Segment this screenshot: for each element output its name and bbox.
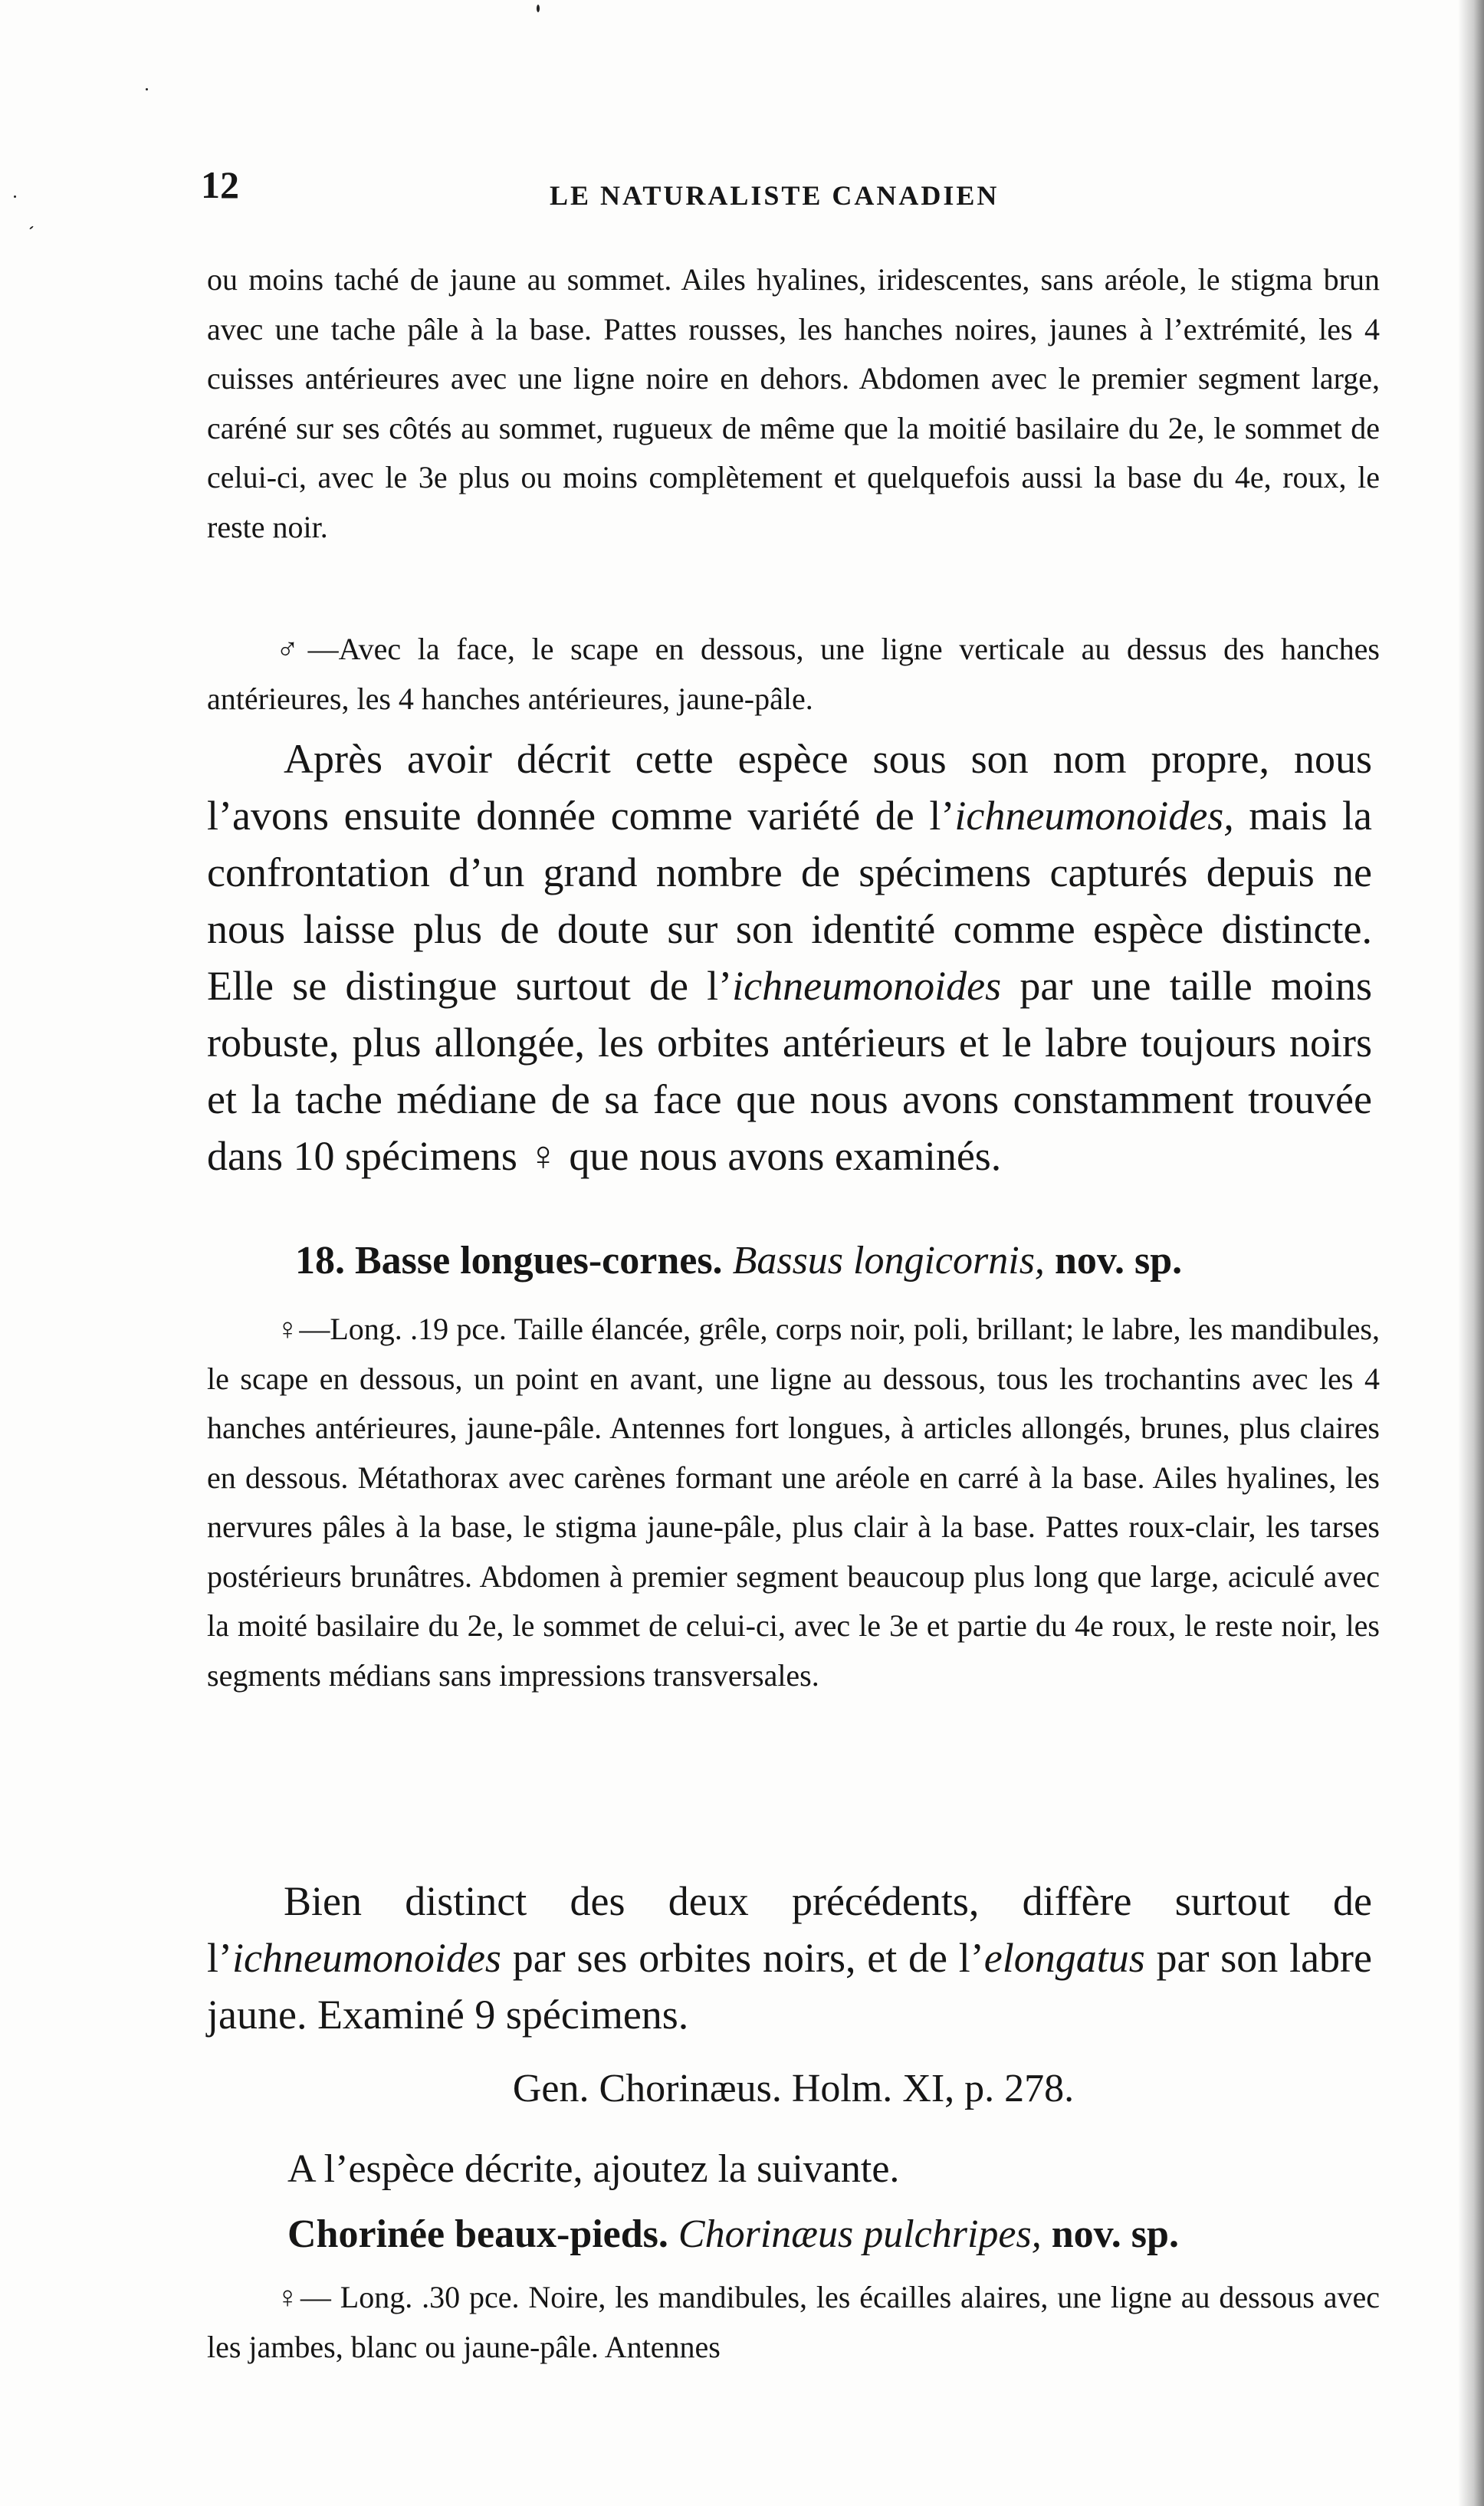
comparison-paragraph	[207, 1873, 1372, 2043]
page-edge-shadow	[1458, 0, 1484, 2506]
remarks-text-2: mais la confrontation d’un grand nombre de spécimens capturés depuis ne nous laisse plus de doute sur son identité comme espèce distincte. Elle se distingue surtout de l’	[207, 793, 1372, 1009]
print-speck	[146, 88, 148, 90]
species-latin-name: Chorinæus pulchripes,	[678, 2212, 1042, 2256]
remarks-paragraph	[207, 731, 1372, 1184]
species-heading-18	[207, 1234, 1380, 1288]
print-speck	[29, 225, 34, 229]
species-name-italic: ichneumonoides	[732, 963, 1002, 1009]
page-header	[201, 163, 1381, 216]
comparison-text-2: par ses orbites noirs, et de l’	[501, 1935, 984, 1981]
print-speck	[537, 5, 540, 12]
species-name-italic: ichneumonoides	[232, 1935, 501, 1981]
print-speck	[14, 195, 16, 198]
genus-heading: Gen. Chorinæus. Holm. XI, p. 278.	[512, 2067, 1075, 2110]
comparison-text-3: par son labre jaune. Examiné 9 spécimens.	[207, 1935, 1373, 2038]
female-description: ♀—Long. .19 pce. Taille élancée, grêle, corps noir, poli, brillant; le labre, les mandibules, le scape en dessous, un point en avant, une ligne au dessous, tous les trochantins avec les 4 hanches antérieures, jaune-pâle. Antennes fort longues, à articles allongés, brunes, plus claires en dessous. Métathorax avec carènes formant une aréole en carré à la base. Ailes hyalines, les nervures pâles à la base, le stigma jaune-pâle, plus clair à la base. Pattes roux-clair, les tarses postérieurs brunâtres. Abdomen à premier segment beaucoup plus long que large, aciculé avec la moité basilaire du 2e, le sommet de celui-ci, avec le 3e et partie du 4e roux, le reste noir, les segments médians sans impressions transversales.	[207, 1312, 1380, 1693]
species-status: nov. sp.	[1051, 2212, 1179, 2256]
species-heading-chorinee	[207, 2208, 1380, 2261]
male-description: ♂—Avec la face, le scape en dessous, une ligne verticale au dessus des hanches antérieures, les 4 hanches antérieures, jaune-pâle.	[207, 632, 1380, 716]
species-status: nov. sp.	[1054, 1239, 1183, 1283]
remarks-text-3: par une taille moins robuste, plus allongée, les orbites antérieurs et le labre toujours noirs et la tache médiane de sa face que nous avons constamment trouvée dans 10 spécimens ♀ que nous avons examinés.	[207, 963, 1373, 1179]
species-common-name: Basse longues-cornes.	[355, 1239, 723, 1283]
addition-note: A l’espèce décrite, ajoutez la suivante.	[287, 2147, 900, 2191]
species-name-italic: ichneumonoides,	[954, 793, 1234, 839]
description-continuation: ou moins taché de jaune au sommet. Ailes hyalines, iridescentes, sans aréole, le stigma brun avec une tache pâle à la base. Pattes rousses, les hanches noires, jaunes à l’extrémité, les 4 cuisses antérieures avec une ligne noire en dehors. Abdomen avec le premier segment large, caréné sur ses côtés au sommet, rugueux de même que la moitié basilaire du 2e, le sommet de celui-ci, avec le 3e plus ou moins complètement et quelquefois aussi la base du 4e, roux, le reste noir.	[207, 262, 1380, 544]
comparison-text-1: Bien distinct des deux précédents, diffère surtout de l’	[207, 1878, 1372, 1981]
running-head: LE NATURALISTE CANADIEN	[550, 180, 1000, 211]
species-name-italic: elongatus	[983, 1935, 1145, 1981]
page-number: 12	[201, 163, 239, 206]
remarks-text-1: Après avoir décrit cette espèce sous son nom propre, nous l’avons ensuite donnée comme variété de l’	[207, 736, 1372, 839]
chorinee-description: ♀— Long. .30 pce. Noire, les mandibules, les écailles alaires, une ligne au dessous avec les jambes, blanc ou jaune-pâle. Antennes	[207, 2280, 1380, 2364]
species-number: 18.	[295, 1239, 345, 1283]
species-common-name: Chorinée beaux-pieds.	[287, 2212, 668, 2256]
species-latin-name: Bassus longicornis,	[732, 1239, 1045, 1283]
